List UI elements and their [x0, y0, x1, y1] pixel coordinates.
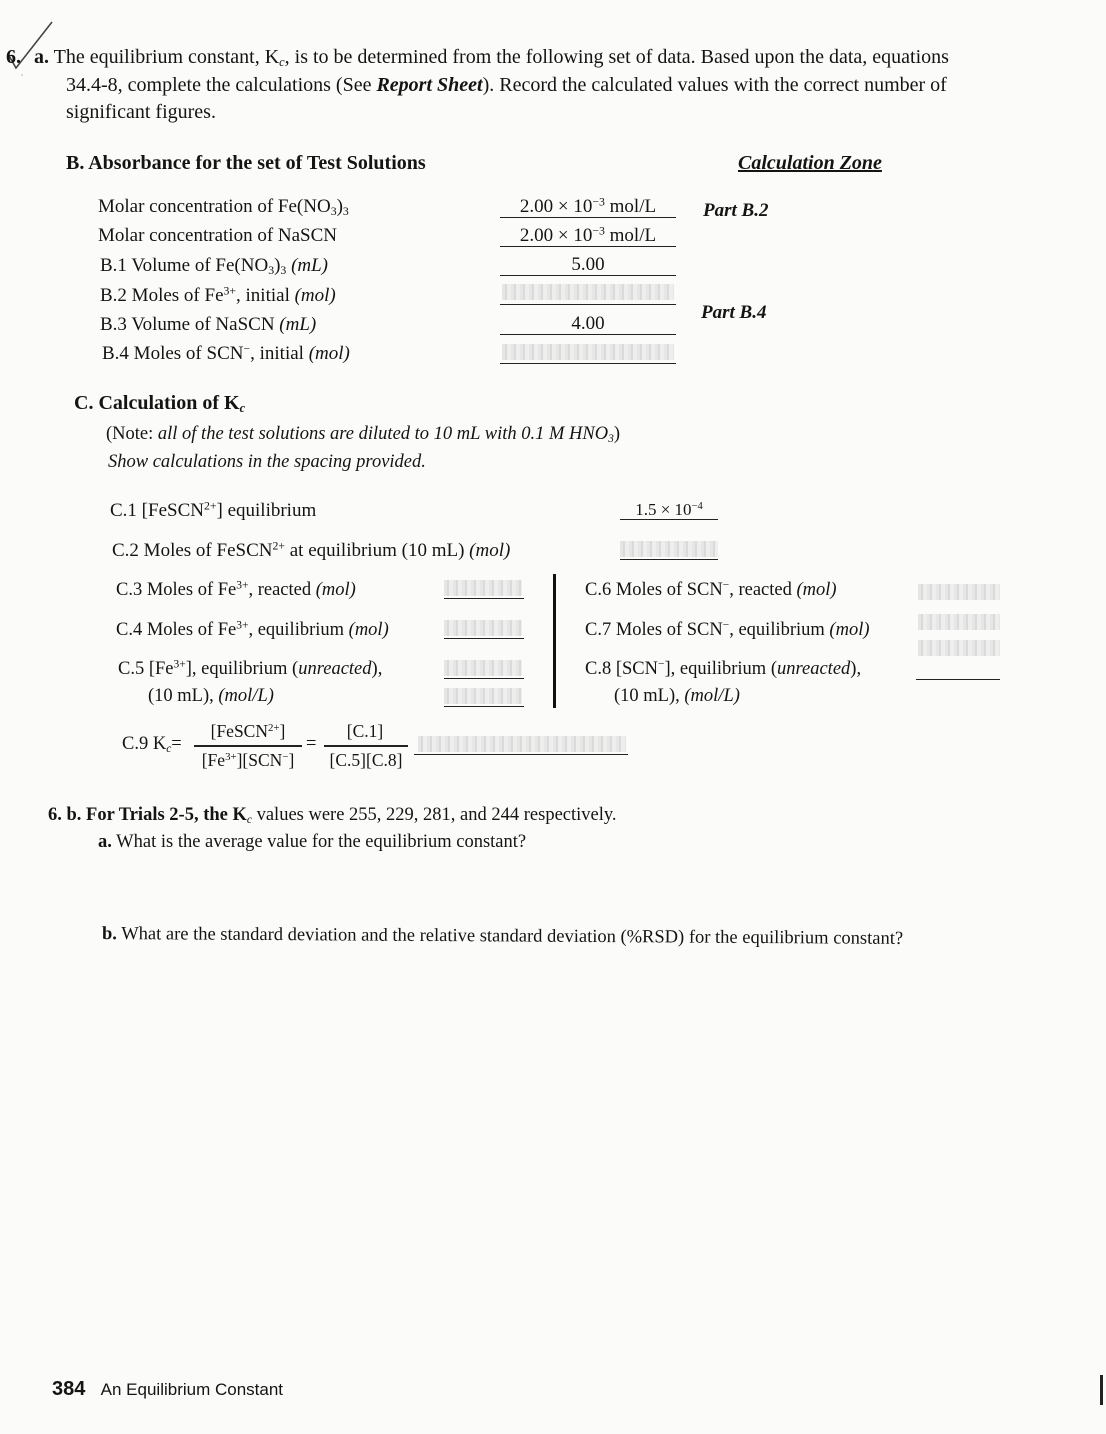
answer-line — [916, 679, 1000, 680]
row-fe-no3-concentration: Molar concentration of $Fe(NO_3)_3$ — [98, 196, 349, 218]
answer-line — [620, 559, 718, 560]
fraction-bar — [194, 745, 302, 747]
kc-fraction-denominator: $[Fe^{3+}][SCN^-]$ — [201, 750, 295, 770]
value-b1-volume: 5.00 — [571, 254, 605, 275]
erased-answer — [444, 580, 522, 596]
erased-answer — [620, 541, 718, 557]
erased-answer — [418, 736, 626, 752]
part-b2-label: Part B.2 — [703, 200, 769, 221]
row-c8-line2: (10 mL), (mol/L) — [614, 686, 740, 706]
section-c-instruction: Show calculations in the spacing provided. — [108, 452, 426, 472]
answer-line — [620, 519, 718, 520]
row-b1-volume: B.1 Volume of $Fe(NO_3)_3$ (mL) — [100, 255, 329, 277]
row-b3-volume-nascn: B.3 Volume of NaSCN (mL) — [100, 314, 317, 335]
question-6b-b: b. What are the standard deviation and the relative standard deviation (%RSD) for the equilibrium constant? — [101, 924, 904, 949]
answer-line — [500, 246, 676, 247]
erased-answer — [502, 284, 674, 300]
erased-answer — [444, 620, 522, 636]
answer-line — [444, 598, 524, 599]
scan-edge-mark — [1100, 1375, 1103, 1405]
answer-line — [500, 217, 676, 218]
row-c5: C.5 $[Fe^{3+}]$, equilibrium (unreacted), — [118, 658, 383, 679]
q6a-text: The equilibrium constant, K — [53, 46, 280, 68]
value-c1: $1.5 \times 10^{-4}$ — [635, 500, 703, 519]
fraction-bar — [324, 745, 408, 747]
answer-line — [414, 754, 628, 755]
erased-answer — [918, 614, 1000, 630]
question-6a-line2: 34.4-8, complete the calculations (See Report Sheet). Record the calculated values with the correct number of — [66, 74, 947, 96]
page-number: 384 — [52, 1378, 86, 1400]
row-c6: C.6 Moles of SCN−, reacted (mol) — [585, 579, 837, 600]
erased-answer — [502, 344, 674, 360]
answer-line — [500, 363, 676, 364]
column-divider — [553, 574, 556, 708]
value-b3-volume: 4.00 — [571, 313, 605, 334]
answer-line — [444, 638, 524, 639]
page-footer — [52, 1378, 283, 1401]
answer-line — [444, 706, 524, 707]
question-letter: a. — [34, 46, 49, 68]
answer-line — [500, 334, 676, 335]
row-nascn-concentration: Molar concentration of NaSCN — [98, 225, 338, 246]
equals-sign: = — [306, 734, 317, 754]
c9-numerator: [C.1] — [346, 721, 384, 741]
section-c-heading: C. Calculation of $K_c$ — [74, 392, 246, 416]
question-6b-intro: 6. b. For Trials 2-5, the $K_c$ values were 255, 229, 281, and 244 respectively. — [48, 805, 617, 826]
question-number: 6. — [6, 46, 21, 68]
section-b-heading: B. Absorbance for the set of Test Solutions — [66, 152, 426, 174]
question-6a-line1: 6. a. The equilibrium constant, $K_c$, is to be determined from the following set of data. Based upon the data, equations — [6, 46, 949, 70]
value-nascn-concentration: $2.00 \times 10^{-3}$ mol/L — [519, 224, 657, 246]
section-c-note: (Note: all of the test solutions are diluted to 10 mL with 0.1 M $HNO_3$) — [106, 424, 620, 445]
row-c8: C.8 [SCN−], equilibrium (unreacted), — [585, 658, 862, 679]
question-6a-line3: significant figures. — [66, 101, 216, 123]
calculation-zone-label: Calculation Zone — [738, 152, 882, 174]
row-c3: C.3 Moles of $Fe^{3+}$, reacted (mol) — [116, 579, 356, 600]
answer-line — [444, 678, 524, 679]
row-b4-moles-scn: B.4 Moles of SCN−, initial (mol) — [102, 342, 350, 364]
erased-answer — [918, 640, 1000, 656]
answer-line — [500, 275, 676, 276]
row-c4: C.4 Moles of $Fe^{3+}$, equilibrium (mol) — [116, 619, 389, 640]
chapter-title: An Equilibrium Constant — [100, 1380, 284, 1399]
erased-answer — [918, 584, 1000, 600]
row-b2-moles-fe: B.2 Moles of $Fe^{3+}$, initial (mol) — [100, 284, 336, 306]
value-fe-no3-concentration: $2.00 \times 10^{-3}$ mol/L — [519, 195, 657, 217]
part-b4-label: Part B.4 — [701, 302, 767, 323]
row-c7: C.7 Moles of SCN−, equilibrium (mol) — [585, 619, 870, 640]
question-6b-a: a. What is the average value for the equilibrium constant? — [98, 832, 527, 852]
row-c5-line2: (10 mL), (mol/L) — [148, 686, 274, 706]
c9-denominator: [C.5][C.8] — [329, 750, 403, 770]
row-c1: C.1 [FeSCN$^{2+}$] equilibrium — [110, 499, 317, 521]
kc-fraction-numerator: [FeSCN$^{2+}$] — [210, 721, 286, 741]
erased-answer — [444, 660, 522, 676]
erased-answer — [444, 688, 522, 704]
report-sheet-ref: Report Sheet — [376, 74, 483, 96]
answer-line — [500, 304, 676, 305]
row-c2: C.2 Moles of FeSCN$^{2+}$ at equilibrium (10 mL) (mol) — [112, 539, 511, 561]
row-c9-label: C.9 $K_c=$ — [122, 734, 182, 755]
